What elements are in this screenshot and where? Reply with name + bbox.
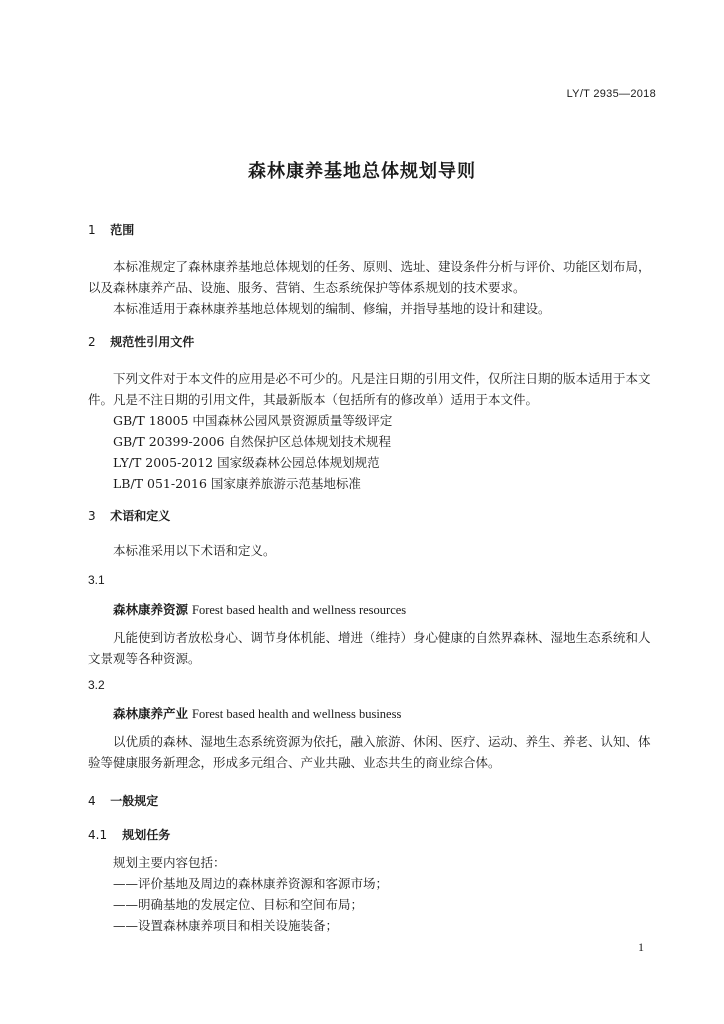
section-title: 范围 [110,223,135,237]
section-2-heading [88,333,194,350]
reference-item: LY/T 2005-2012 国家级森林公园总体规划规范 [113,455,380,470]
subsection-number: 4.1 [88,828,108,842]
section-1-heading [88,221,134,238]
paragraph-line: 凡能使到访者放松身心、调节身体机能、增进（维持）身心健康的自然界森林、湿地生态系统和人 [113,630,651,645]
list-item: ——明确基地的发展定位、目标和空间布局； [113,897,364,912]
reference-item: GB/T 20399-2006 自然保护区总体规划技术规程 [113,434,391,449]
reference-item: LB/T 051-2016 国家康养旅游示范基地标准 [113,476,361,491]
term-name: 森林康养资源 [113,602,189,617]
section-title: 规范性引用文件 [110,335,195,349]
section-title: 术语和定义 [110,509,171,523]
term-3-2-title [88,703,401,725]
term-name: 森林康养产业 [113,706,189,721]
section-1-body [88,256,651,319]
term-english: Forest based health and wellness resources [192,603,407,617]
paragraph-line: 本标准规定了森林康养基地总体规划的任务、原则、选址、建设条件分析与评价、功能区划布局， [113,259,651,274]
section-title: 一般规定 [110,794,159,808]
section-number: 3 [88,509,96,523]
section-number: 2 [88,335,96,349]
subsection-title: 规划任务 [122,828,171,842]
page-number: 1 [638,940,644,954]
list-item: ——设置森林康养项目和相关设施装备； [113,918,339,933]
subsection-4-1-heading [88,826,170,843]
section-4-heading [88,792,158,809]
term-3-2-definition [88,731,651,773]
reference-item: GB/T 18005 中国森林公园风景资源质量等级评定 [113,413,393,428]
subsection-4-1-body [88,852,388,936]
paragraph-line: 以优质的森林、湿地生态系统资源为依托，融入旅游、休闲、医疗、运动、养生、养老、认知、体 [113,734,651,749]
paragraph-line: 本标准采用以下术语和定义。 [113,543,276,558]
paragraph-line: 件。凡是不注日期的引用文件，其最新版本（包括所有的修改单）适用于本文件。 [88,392,539,407]
paragraph-line: 以及森林康养产品、设施、服务、营销、生态系统保护等体系规划的技术要求。 [88,280,526,295]
term-3-1-title [88,599,406,621]
paragraph-line: 本标准适用于森林康养基地总体规划的编制、修编，并指导基地的设计和建设。 [113,301,551,316]
section-number: 1 [88,223,96,237]
document-title: 森林康养基地总体规划导则 [248,161,476,182]
document-code: LY/T 2935—2018 [566,88,656,100]
term-3-1-number: 3.1 [88,573,105,587]
term-3-1-definition [88,627,651,669]
term-3-2-number: 3.2 [88,678,105,692]
list-item: ——评价基地及周边的森林康养资源和客源市场； [113,876,389,891]
section-3-heading [88,507,170,524]
paragraph-line: 验等健康服务新理念，形成多元组合、产业共融、业态共生的商业综合体。 [88,755,501,770]
section-3-intro [88,540,276,561]
paragraph-line: 文景观等各种资源。 [88,651,201,666]
term-english: Forest based health and wellness business [192,707,402,721]
paragraph-line: 下列文件对于本文件的应用是必不可少的。凡是注日期的引用文件，仅所注日期的版本适用于本文 [113,371,651,386]
section-number: 4 [88,794,96,808]
paragraph-line: 规划主要内容包括： [113,855,226,870]
section-2-body [88,368,651,494]
